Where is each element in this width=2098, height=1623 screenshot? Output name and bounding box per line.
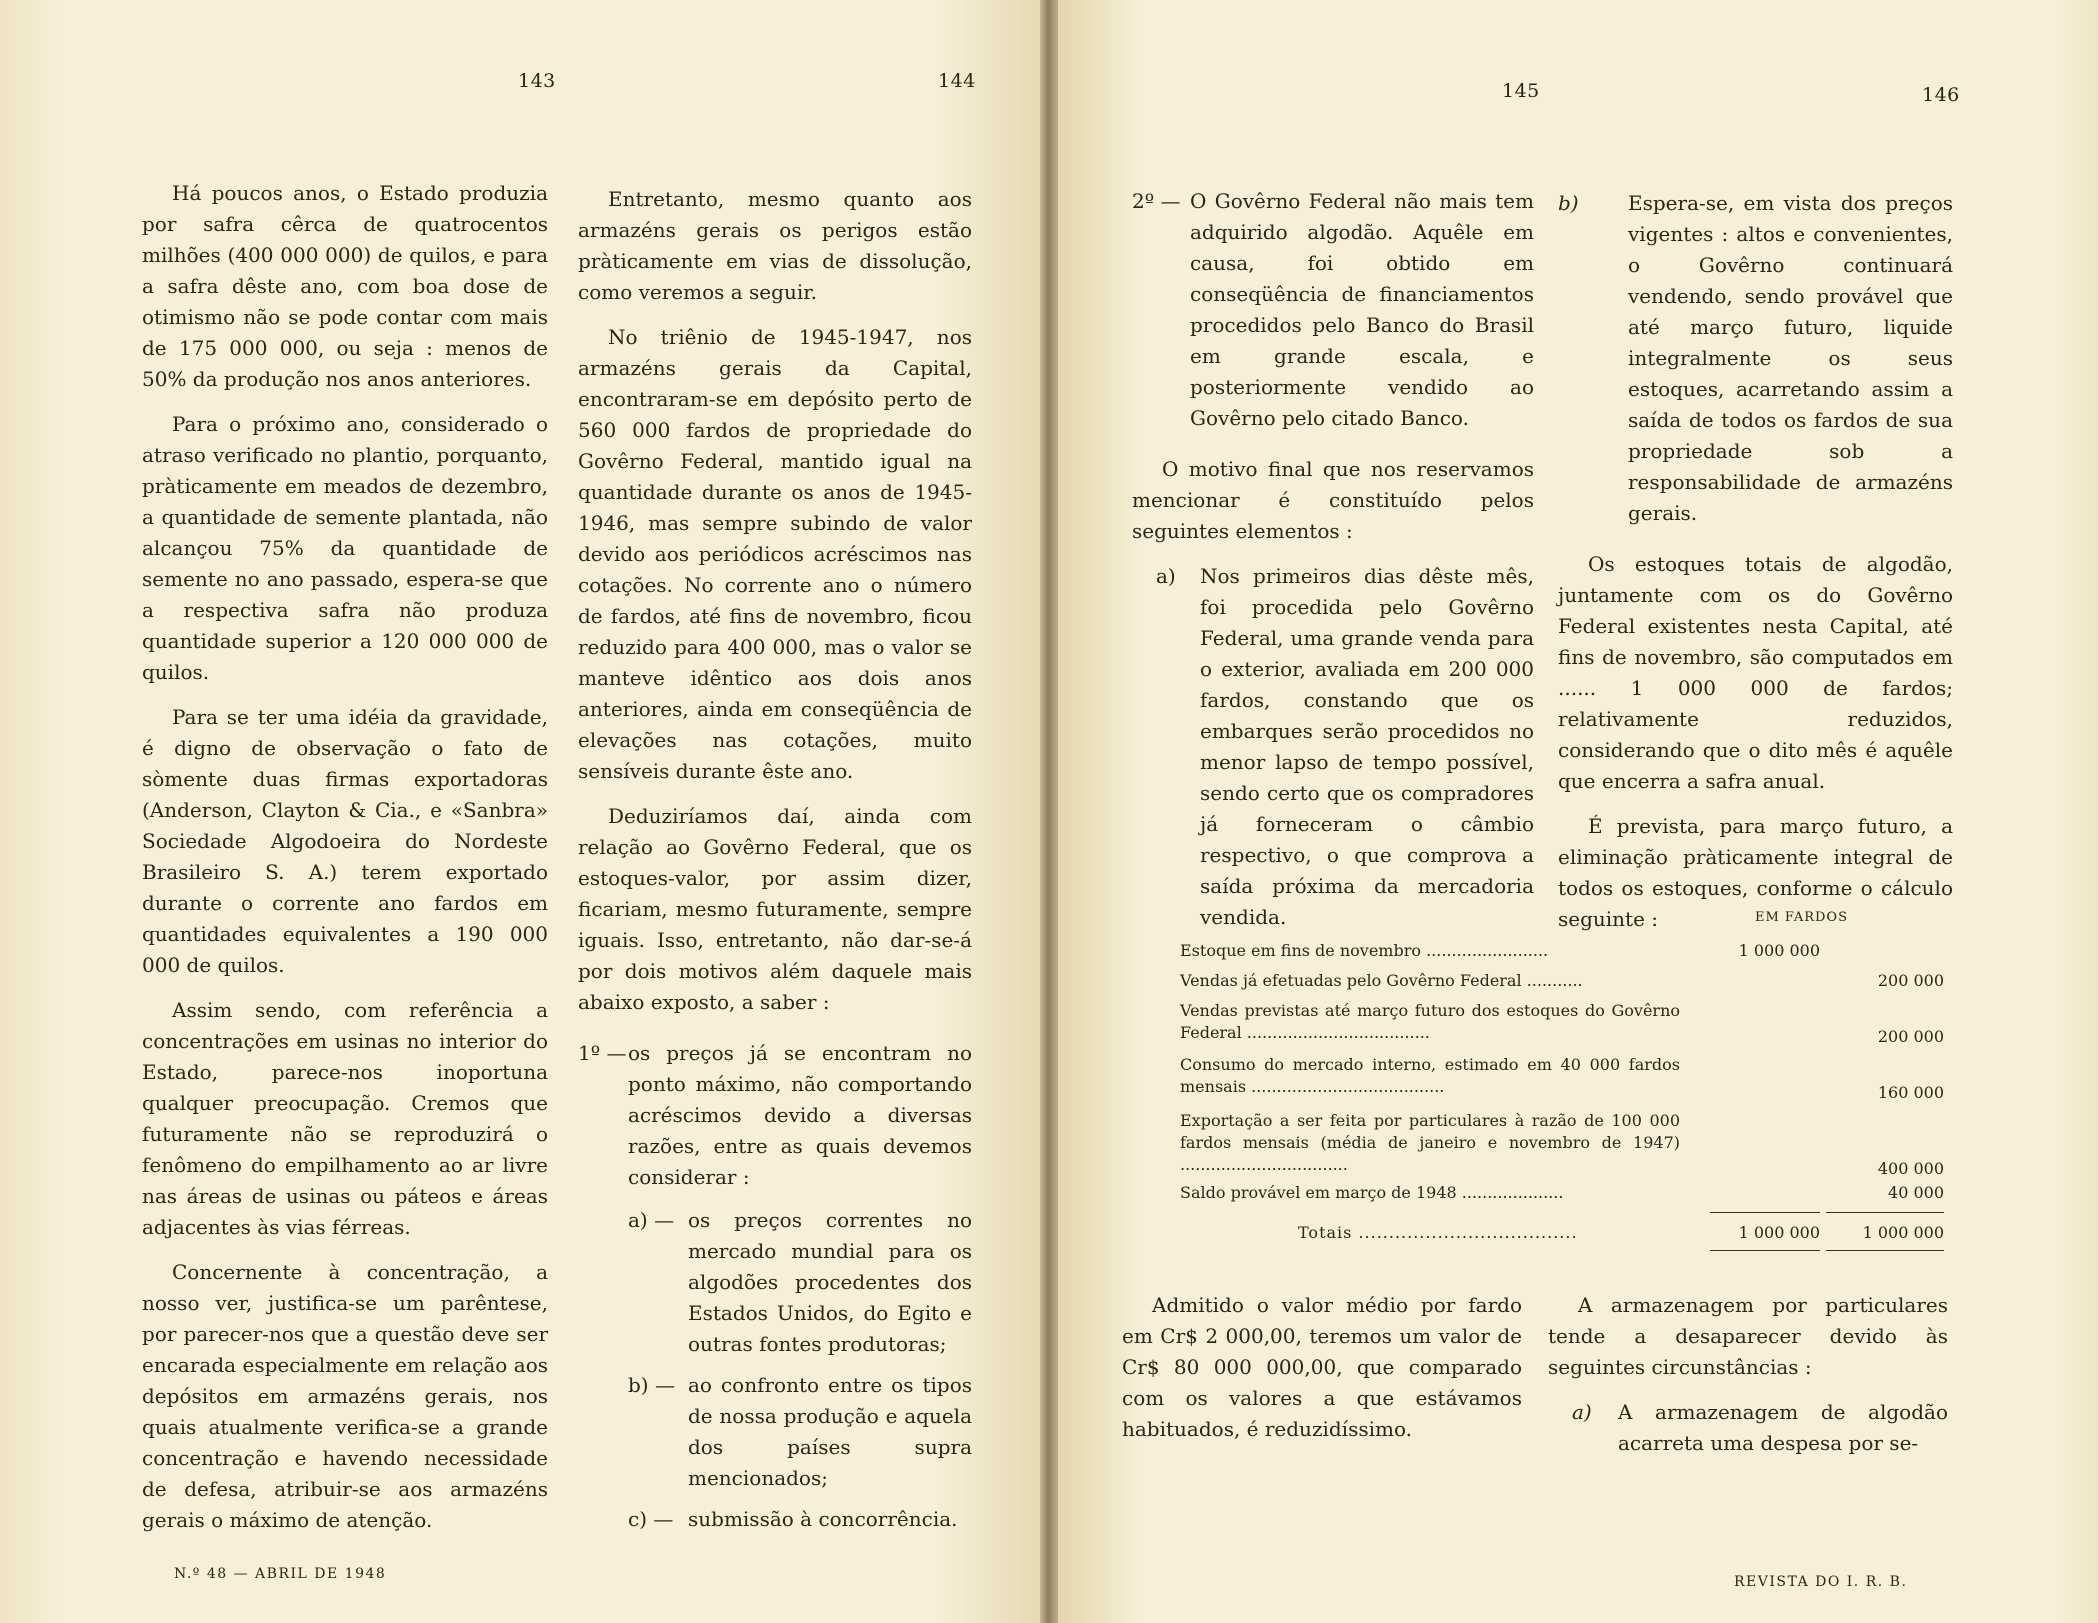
row-value-2: 200 000 bbox=[1877, 971, 1944, 990]
row-label: Exportação a ser feita por particulares à razão de 100 000 fardos mensais (média de janeiro e novembro de 1947) ................................. bbox=[1180, 1111, 1680, 1174]
page-number-143: 143 bbox=[518, 70, 556, 92]
list-marker: 1º — bbox=[578, 1041, 627, 1065]
column-page-143 bbox=[142, 178, 548, 1550]
paragraph: Para se ter uma idéia da gravidade, é digno de observação o fato de sòmente duas firmas exportadoras (Anderson, Clayton & Cia., e «Sanbra» Sociedade Algodoeira do Nordeste Brasileiro S. A.) terem exportado durante o corrente ano fardos em quantidades equivalentes a 190 000 000 de quilos. bbox=[142, 705, 548, 977]
sub-item-a bbox=[1572, 1397, 1948, 1459]
bottom-right-paragraph-block bbox=[1548, 1290, 1948, 1469]
paragraph: Entretanto, mesmo quanto aos armazéns gerais os perigos estão pràticamente em vias de dissolução, como veremos a seguir. bbox=[578, 187, 972, 304]
list-text: submissão à concorrência. bbox=[688, 1507, 958, 1531]
column-page-144 bbox=[578, 184, 972, 1545]
paragraph: Admitido o valor médio por fardo em Cr$ 2 000,00, teremos um valor de Cr$ 80 000 000,00, que comparado com os valores a que estávamos habituados, é reduzidíssimo. bbox=[1122, 1293, 1522, 1441]
sub-item-a bbox=[628, 1205, 972, 1360]
list-item-2 bbox=[1132, 186, 1534, 434]
footer-journal: REVISTA DO I. R. B. bbox=[1734, 1574, 1908, 1590]
paragraph: A armazenagem por particulares tende a desaparecer devido às seguintes circunstâncias : bbox=[1548, 1293, 1948, 1379]
paragraph: É prevista, para março futuro, a eliminação pràticamente integral de todos os estoques, conforme o cálculo seguinte : bbox=[1558, 814, 1953, 931]
paragraph: Concernente à concentração, a nosso ver, justifica-se um parêntese, por parecer-nos que a questão deve ser encarada especialmente em relação aos depósitos em armazéns gerais, nos quais atualmente verifica-se a grande concentração e havendo necessidade de defesa, atribuir-se aos armazéns gerais o máximo de atenção. bbox=[142, 1260, 548, 1532]
paragraph: O motivo final que nos reservamos mencionar é constituído pelos seguintes elementos : bbox=[1132, 457, 1534, 543]
bottom-left-paragraph-block bbox=[1122, 1290, 1522, 1459]
footer-issue: N.º 48 — ABRIL DE 1948 bbox=[174, 1566, 387, 1582]
paragraph: Deduziríamos daí, ainda com relação ao Govêrno Federal, que os estoques-valor, por assim dizer, ficariam, mesmo futuramente, sempre iguais. Isso, entretanto, não dar-se-á por dois motivos além daquele mais abaixo exposto, a saber : bbox=[578, 804, 972, 1014]
sub-item-c bbox=[628, 1504, 972, 1535]
row-value-2: 160 000 bbox=[1877, 1083, 1944, 1102]
sub-item-b bbox=[628, 1370, 972, 1494]
column-page-146 bbox=[1558, 188, 1953, 949]
list-marker: a) — bbox=[628, 1208, 675, 1232]
total-label: Totais .................................... bbox=[1298, 1223, 1578, 1242]
row-value-1: 1 000 000 bbox=[1738, 941, 1820, 960]
book-gutter bbox=[1040, 0, 1058, 1623]
row-label: Vendas já efetuadas pelo Govêrno Federal ........... bbox=[1180, 971, 1583, 990]
list-marker: b) — bbox=[628, 1373, 675, 1397]
page-number-144: 144 bbox=[938, 70, 976, 92]
table-rule bbox=[1826, 1250, 1944, 1251]
row-value-2: 40 000 bbox=[1888, 1183, 1944, 1202]
sub-item-b bbox=[1558, 188, 1953, 529]
paragraph: Os estoques totais de algodão, juntamente com os do Govêrno Federal existentes nesta Capital, até fins de novembro, são computados em ...... 1 000 000 de fardos; relativamente reduzidos, considerando que o dito mês é aquêle que encerra a safra anual. bbox=[1558, 552, 1953, 793]
list-text: O Govêrno Federal não mais tem adquirido algodão. Aquêle em causa, foi obtido em conseqüência de financiamentos procedidos pelo Banco do Brasil em grande escala, e posteriormente vendido ao Govêrno pelo citado Banco. bbox=[1190, 189, 1534, 430]
list-marker: 2º — bbox=[1132, 189, 1181, 213]
table-rule bbox=[1710, 1250, 1820, 1251]
list-marker: a) bbox=[1156, 564, 1176, 588]
list-marker: b) bbox=[1558, 191, 1579, 215]
row-label: Vendas previstas até março futuro dos estoques do Govêrno Federal .................................... bbox=[1180, 1001, 1680, 1042]
page-number-145: 145 bbox=[1502, 80, 1540, 102]
total-value-1: 1 000 000 bbox=[1738, 1223, 1820, 1242]
list-text: Espera-se, em vista dos preços vigentes : altos e convenientes, o Govêrno continuará vendendo, sendo provável que até março futuro, liquide integralmente os seus estoques, acarretando assim a saída de todos os fardos de sua propriedade sob a responsabilidade de armazéns gerais. bbox=[1628, 191, 1953, 525]
table-rule bbox=[1826, 1212, 1944, 1213]
row-label: Saldo provável em março de 1948 .................... bbox=[1180, 1183, 1564, 1202]
row-label: Estoque em fins de novembro ........................ bbox=[1180, 941, 1549, 960]
list-text: os preços já se encontram no ponto máximo, não comportando acréscimos devido a diversas razões, entre as quais devemos considerar : bbox=[628, 1041, 972, 1189]
paragraph: Assim sendo, com referência a concentrações em usinas no interior do Estado, parece-nos inoportuna qualquer preocupação. Cremos que futuramente não se reproduzirá o fenômeno do empilhamento ao ar livre nas áreas de usinas ou páteos e áreas adjacentes às vias férreas. bbox=[142, 998, 548, 1239]
sub-item-a bbox=[1156, 561, 1534, 933]
column-page-145 bbox=[1132, 186, 1534, 943]
list-marker: a) bbox=[1572, 1400, 1592, 1424]
paragraph: Há poucos anos, o Estado produzia por safra cêrca de quatrocentos milhões (400 000 000) de quilos, e para a safra dêste ano, com boa dose de otimismo não se pode contar com mais de 175 000 000, ou seja : menos de 50% da produção nos anos anteriores. bbox=[142, 181, 548, 391]
table-rule bbox=[1710, 1212, 1820, 1213]
page-number-146: 146 bbox=[1922, 84, 1960, 106]
paragraph: No triênio de 1945-1947, nos armazéns gerais da Capital, encontraram-se em depósito perto de 560 000 fardos de propriedade do Govêrno Federal, mantido igual na quantidade durante os anos de 1945-1946, mas sempre subindo de valor devido aos periódicos acréscimos nas cotações. No corrente ano o número de fardos, até fins de novembro, ficou reduzido para 400 000, mas o valor se manteve idêntico aos dois anos anteriores, ainda em conseqüência de elevações nas cotações, muito sensíveis durante êste ano. bbox=[578, 325, 972, 783]
list-text: ao confronto entre os tipos de nossa produção e aquela dos países supra mencionados; bbox=[688, 1373, 972, 1490]
list-marker: c) — bbox=[628, 1507, 674, 1531]
list-text: os preços correntes no mercado mundial para os algodões procedentes dos Estados Unidos, do Egito e outras fontes produtoras; bbox=[688, 1208, 972, 1356]
table-header: EM FARDOS bbox=[1755, 910, 1848, 925]
list-text: A armazenagem de algodão acarreta uma despesa por se- bbox=[1618, 1400, 1948, 1455]
row-value-2: 200 000 bbox=[1877, 1027, 1944, 1046]
total-value-2: 1 000 000 bbox=[1862, 1223, 1944, 1242]
list-item-1 bbox=[578, 1038, 972, 1193]
list-text: Nos primeiros dias dêste mês, foi procedida pelo Govêrno Federal, uma grande venda para o exterior, avaliada em 200 000 fardos, constando que os embarques serão procedidos no menor lapso de tempo possível, sendo certo que os compradores já forneceram o câmbio respectivo, o que comprova a saída próxima da mercadoria vendida. bbox=[1200, 564, 1534, 929]
paragraph: Para o próximo ano, considerado o atraso verificado no plantio, porquanto, pràticamente em meados de dezembro, a quantidade de semente plantada, não alcançou 75% da quantidade de semente no ano passado, espera-se que a respectiva safra não produza quantidade superior a 120 000 000 de quilos. bbox=[142, 412, 548, 684]
row-label: Consumo do mercado interno, estimado em 40 000 fardos mensais ...................................... bbox=[1180, 1055, 1680, 1096]
row-value-2: 400 000 bbox=[1877, 1159, 1944, 1178]
